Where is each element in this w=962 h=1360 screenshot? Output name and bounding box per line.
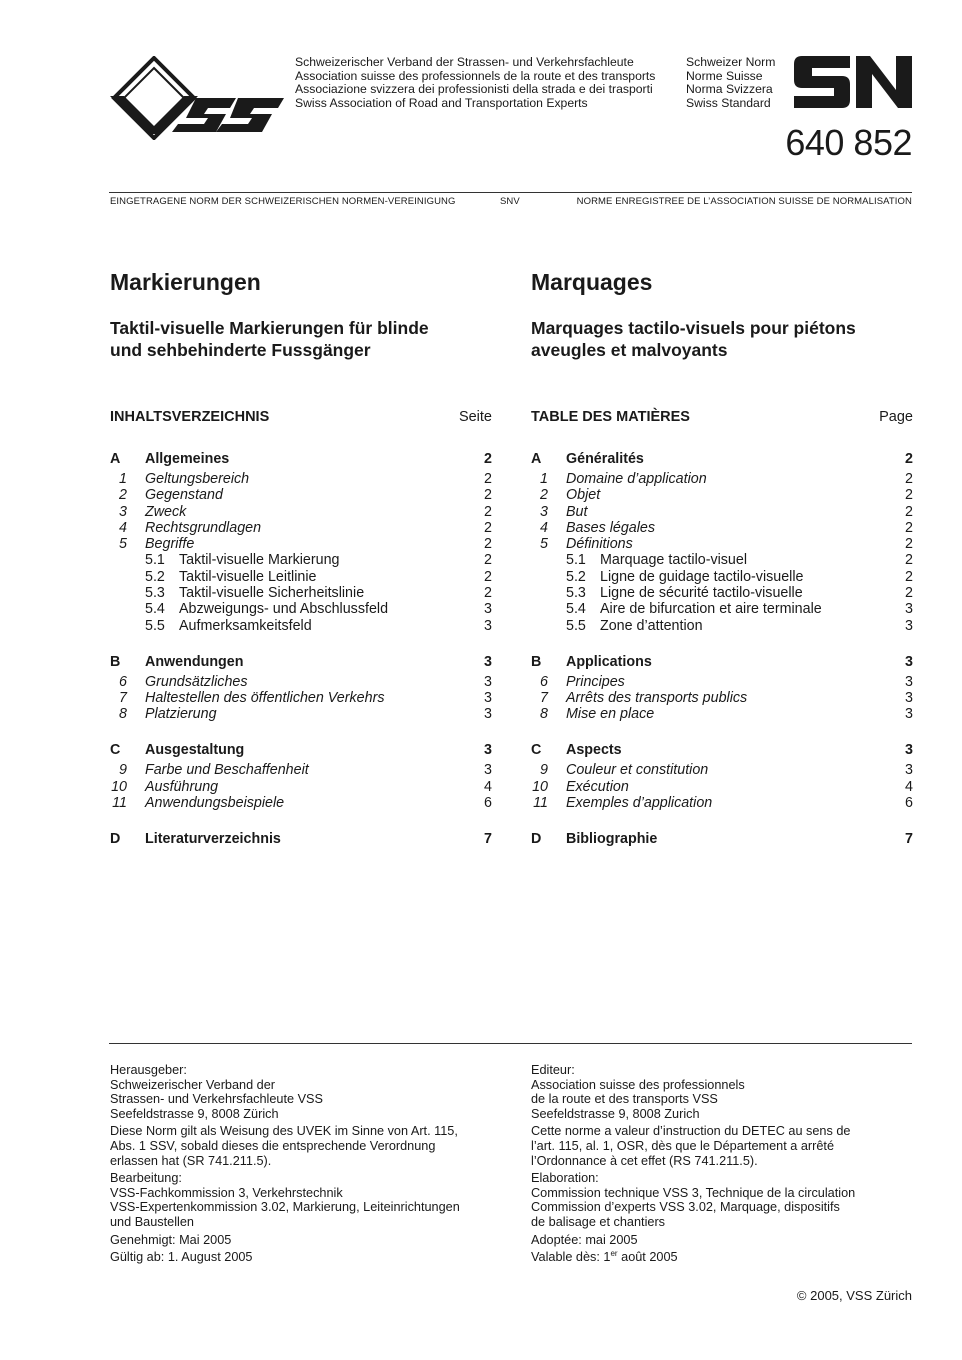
toc-page-number: 7 [905,831,913,848]
toc-section [110,827,492,851]
toc-entry-number: 5 [540,536,548,553]
toc-entry-title: Anwendungsbeispiele [145,795,285,812]
sn-logo [794,56,912,108]
toc-section-title: Anwendungen [145,653,244,670]
toc-entry-number: 3 [119,503,127,520]
toc-page-label: Page [879,409,913,425]
toc-entry [110,674,492,690]
toc-page-number: 2 [484,487,492,504]
footer-block [110,1250,495,1265]
toc-entry [110,569,492,585]
toc-entry-number: 5.4 [566,601,586,618]
footer-line: Cette norme a valeur d’instruction du DETEC au sens de [531,1124,851,1139]
toc-section-letter: B [531,653,542,670]
footer-line: Commission technique VSS 3, Technique de la circulation [531,1185,856,1200]
footer-line: erlassen hat (SR 741.211.5). [110,1153,272,1168]
toc-entry [531,618,913,634]
toc-section [531,650,913,674]
toc-entry [531,601,913,617]
registration-fr: NORME ENREGISTREE DE L’ASSOCIATION SUISSE DE NORMALISATION [576,196,912,207]
subtitle-line: Marquages tactilo-visuels pour piétons [531,318,856,338]
footer-line: Schweizerischer Verband der [110,1077,276,1092]
organisation-names [295,56,655,110]
copyright: © 2005, VSS Zürich [796,1288,912,1303]
org-line: Association suisse des professionnels de la route et des transports [295,68,656,83]
toc-page-number: 3 [905,742,913,759]
toc-entry-title: Marquage tactilo-visuel [600,552,748,569]
toc-page-number: 3 [484,617,492,634]
toc-entry-title: Rechtsgrundlagen [145,519,262,536]
toc-entry-number: 1 [119,471,127,487]
toc-entry-number: 2 [540,487,548,504]
toc-entry-number: 5.3 [145,585,165,602]
toc-entry-number: 8 [119,706,127,723]
toc-page-number: 2 [484,568,492,585]
toc-entry-number: 11 [112,795,127,812]
org-line: Swiss Association of Road and Transportation Experts [295,95,588,110]
footer-line: Abs. 1 SSV, sobald dieses die entsprechende Verordnung [110,1138,436,1153]
toc-entry-number: 3 [540,503,548,520]
toc-page-number: 3 [905,673,913,690]
subtitle-line: und sehbehinderte Fussgänger [110,339,371,360]
toc-entry [110,779,492,795]
toc-entry-number: 4 [540,519,548,536]
toc-heading-de [110,407,492,427]
footer-block [110,1171,495,1229]
toc-page-number: 3 [905,706,913,723]
title-fr: Marquages [531,269,653,295]
toc-spacer [531,634,913,650]
toc-entry-number: 5 [119,536,127,553]
toc-page-number: 2 [905,451,913,467]
toc-entry [110,536,492,552]
footer-line: Commission d’experts VSS 3.02, Marquage, dispositifs [531,1200,840,1215]
header-divider [109,192,912,193]
toc-section-title: Literaturverzeichnis [145,831,281,848]
toc-entry-title: Platzierung [145,706,217,723]
toc-entry [531,552,913,568]
toc-section-letter: C [110,742,121,759]
toc-entry-number: 5.5 [145,617,165,634]
footer-line: l’Ordonnance à cet effet (RS 741.211.5). [531,1153,758,1168]
toc-section-letter: C [531,742,542,759]
toc-entry [110,762,492,778]
toc-page-number: 2 [905,536,913,553]
toc-page-number: 4 [905,778,913,795]
toc-entry-number: 1 [540,471,548,487]
toc-entry-title: Arrêts des transports publics [566,690,748,707]
toc-entry-title: Haltestellen des öffentlichen Verkehrs [145,690,385,707]
toc-page-number: 3 [905,690,913,707]
toc-entry [531,762,913,778]
toc-entry-title: Bases légales [566,519,656,536]
toc-page-number: 6 [484,795,492,812]
toc-entry [110,552,492,568]
toc-entry-title: Geltungsbereich [145,471,250,487]
toc-entry [531,471,913,487]
toc-label: TABLE DES MATIÈRES [531,409,690,425]
toc-entry [110,585,492,601]
footer-block [110,1233,495,1248]
toc-page-number: 2 [484,536,492,553]
toc-entry [110,504,492,520]
vss-logo [108,56,288,140]
toc-entry-number: 6 [540,673,548,690]
toc-page-number: 3 [905,601,913,618]
toc-entry [531,706,913,722]
ordinal-suffix: er [610,1249,618,1259]
toc-entry [110,520,492,536]
toc-entry-title: Objet [566,487,601,504]
toc-page-number: 7 [484,831,492,848]
toc-entry [531,536,913,552]
footer-line: Elaboration: [531,1171,599,1186]
toc-fr [531,447,913,851]
footer-line: Diese Norm gilt als Weisung des UVEK im Sinne von Art. 115, [110,1124,458,1139]
toc-entry-title: Définitions [566,536,633,553]
toc-page-number: 2 [905,585,913,602]
toc-entry [110,690,492,706]
footer-line: Association suisse des professionnels [531,1077,745,1092]
footer-line: l’art. 115, al. 1, OSR, dès que le Département a arrêté [531,1138,835,1153]
toc-entry [531,520,913,536]
toc-entry-title: Taktil-visuelle Sicherheitslinie [179,585,365,602]
toc-page-number: 2 [905,471,913,487]
toc-entry-title: Taktil-visuelle Markierung [179,552,340,569]
toc-section [531,738,913,762]
footer-divider [109,1043,912,1044]
toc-section-letter: B [110,653,121,670]
toc-entry-number: 4 [119,519,127,536]
toc-entry [110,706,492,722]
registration-de: EINGETRAGENE NORM DER SCHWEIZERISCHEN NORMEN-VEREINIGUNG [110,196,456,207]
toc-section [110,738,492,762]
toc-section [110,650,492,674]
standard-type-line: Schweizer Norm [686,55,776,69]
footer-line: Seefeldstrasse 9, 8008 Zurich [531,1106,700,1121]
footer-line: und Baustellen [110,1214,194,1229]
toc-page-number: 3 [484,601,492,618]
toc-entry-number: 10 [111,778,127,795]
toc-page-number: 2 [484,503,492,520]
toc-entry [110,471,492,487]
toc-entry-title: Abzweigungs- und Abschlussfeld [179,601,389,618]
footer-block [531,1124,916,1168]
toc-page-number: 3 [905,762,913,779]
toc-entry-number: 8 [540,706,548,723]
toc-page-number: 3 [905,617,913,634]
toc-section [110,447,492,471]
toc-entry-number: 5.4 [145,601,165,618]
toc-label: INHALTSVERZEICHNIS [110,409,270,425]
footer-line: Gültig ab: 1. August 2005 [110,1250,253,1265]
toc-entry-title: Couleur et constitution [566,762,709,779]
toc-page-number: 2 [484,519,492,536]
toc-section-title: Bibliographie [566,831,658,848]
footer-line: Genehmigt: Mai 2005 [110,1232,232,1247]
toc-entry-number: 5.5 [566,617,586,634]
toc-entry [531,569,913,585]
toc-page-number: 2 [905,568,913,585]
toc-section-letter: D [110,831,121,848]
toc-spacer [110,811,492,827]
toc-entry-number: 7 [540,690,548,707]
toc-entry-title: Exécution [566,778,629,795]
toc-section-title: Ausgestaltung [145,742,245,759]
standard-type-line: Norma Svizzera [686,82,773,97]
toc-page-number: 2 [905,487,913,504]
toc-spacer [531,723,913,739]
toc-page-number: 2 [484,471,492,487]
toc-spacer [110,634,492,650]
publisher-info-de [110,1063,495,1268]
toc-page-number: 3 [484,742,492,759]
registration-snv: SNV [500,196,520,207]
toc-de [110,447,492,851]
toc-entry [110,601,492,617]
toc-entry-number: 5.2 [145,568,165,585]
footer-line: Strassen- und Verkehrsfachleute VSS [110,1092,323,1107]
toc-entry [531,674,913,690]
toc-entry [110,487,492,503]
toc-spacer [110,723,492,739]
toc-section [531,827,913,851]
subtitle-de [110,318,492,361]
footer-block [531,1063,916,1121]
toc-page-number: 3 [484,653,492,670]
toc-page-number: 6 [905,795,913,812]
title-de: Markierungen [110,269,261,295]
toc-entry-number: 5.2 [566,568,586,585]
footer-block [531,1171,916,1229]
toc-page-number: 2 [484,585,492,602]
toc-entry-number: 6 [119,673,127,690]
footer-line: de balisage et chantiers [531,1214,666,1229]
toc-page-number: 3 [484,762,492,779]
toc-entry [110,795,492,811]
toc-section-title: Généralités [566,451,644,467]
toc-entry-number: 2 [119,487,127,504]
toc-section-letter: A [110,451,121,467]
toc-entry-title: Principes [566,673,625,690]
toc-entry-number: 7 [119,690,127,707]
standard-type-lines [686,56,775,110]
footer-block [110,1063,495,1121]
toc-page-number: 2 [905,503,913,520]
toc-page-number: 3 [484,706,492,723]
toc-entry [531,504,913,520]
footer-line: Bearbeitung: [110,1171,182,1186]
toc-heading-fr [531,407,913,427]
toc-entry-title: Exemples d’application [566,795,713,812]
toc-entry [110,618,492,634]
toc-page-number: 2 [484,552,492,569]
toc-entry-title: Farbe und Beschaffenheit [145,762,309,779]
toc-entry-title: Ausführung [145,778,219,795]
standard-type-line: Swiss Standard [686,95,771,110]
toc-entry [531,690,913,706]
toc-page-number: 2 [484,451,492,467]
toc-page-number: 2 [905,519,913,536]
toc-entry-title: Mise en place [566,706,655,723]
subtitle-fr [531,318,913,361]
toc-entry-title: Zone d’attention [600,617,703,634]
footer-block [110,1124,495,1168]
toc-section-title: Allgemeines [145,451,230,467]
toc-page-number: 3 [905,653,913,670]
publisher-info-fr [531,1063,916,1268]
footer-line: Seefeldstrasse 9, 8008 Zürich [110,1106,279,1121]
toc-entry-title: But [566,503,588,520]
footer-block [531,1250,916,1265]
toc-section [531,447,913,471]
footer-block [531,1233,916,1248]
footer-line: de la route et des transports VSS [531,1092,718,1107]
subtitle-line: Taktil-visuelle Markierungen für blinde [110,318,429,338]
org-line: Associazione svizzera dei professionisti della strada e dei trasporti [295,82,653,97]
norm-number: 640 852 [785,122,912,163]
toc-entry [531,779,913,795]
footer-line: VSS-Expertenkommission 3.02, Markierung, Leiteinrichtungen [110,1200,460,1215]
toc-entry-title: Grundsätzliches [145,673,248,690]
toc-entry-number: 5.1 [566,552,586,569]
toc-section-letter: D [531,831,542,848]
toc-page-number: 2 [905,552,913,569]
org-line: Schweizerischer Verband der Strassen- und Verkehrsfachleute [295,55,634,69]
toc-entry-title: Ligne de guidage tactilo-visuelle [600,568,804,585]
toc-section-title: Applications [566,653,652,670]
toc-entry [531,585,913,601]
toc-section-title: Aspects [566,742,622,759]
toc-entry-title: Domaine d’application [566,471,707,487]
toc-section-letter: A [531,451,542,467]
footer-line: Editeur: [531,1063,575,1077]
toc-entry-number: 9 [540,762,548,779]
toc-spacer [531,811,913,827]
toc-page-number: 4 [484,778,492,795]
toc-entry-title: Taktil-visuelle Leitlinie [179,568,317,585]
standard-type-line: Norme Suisse [686,68,763,83]
toc-page-number: 3 [484,690,492,707]
toc-entry-title: Aire de bifurcation et aire terminale [600,601,822,618]
subtitle-line: aveugles et malvoyants [531,339,728,360]
footer-line: Valable dès: 1er août 2005 [531,1249,678,1265]
toc-entry-title: Zweck [145,503,187,520]
toc-entry-number: 5.1 [145,552,165,569]
toc-entry-title: Gegenstand [145,487,223,504]
toc-entry-number: 5.3 [566,585,586,602]
toc-entry-title: Aufmerksamkeitsfeld [179,617,312,634]
footer-line: Adoptée: mai 2005 [531,1232,638,1247]
footer-line: Herausgeber: [110,1063,187,1077]
toc-entry-number: 11 [533,795,548,812]
footer-line: VSS-Fachkommission 3, Verkehrstechnik [110,1185,343,1200]
toc-entry-number: 10 [532,778,548,795]
toc-entry [531,795,913,811]
toc-entry [531,487,913,503]
toc-entry-number: 9 [119,762,127,779]
toc-entry-title: Begriffe [145,536,195,553]
toc-entry-title: Ligne de sécurité tactilo-visuelle [600,585,803,602]
toc-page-number: 3 [484,673,492,690]
toc-page-label: Seite [458,409,492,425]
